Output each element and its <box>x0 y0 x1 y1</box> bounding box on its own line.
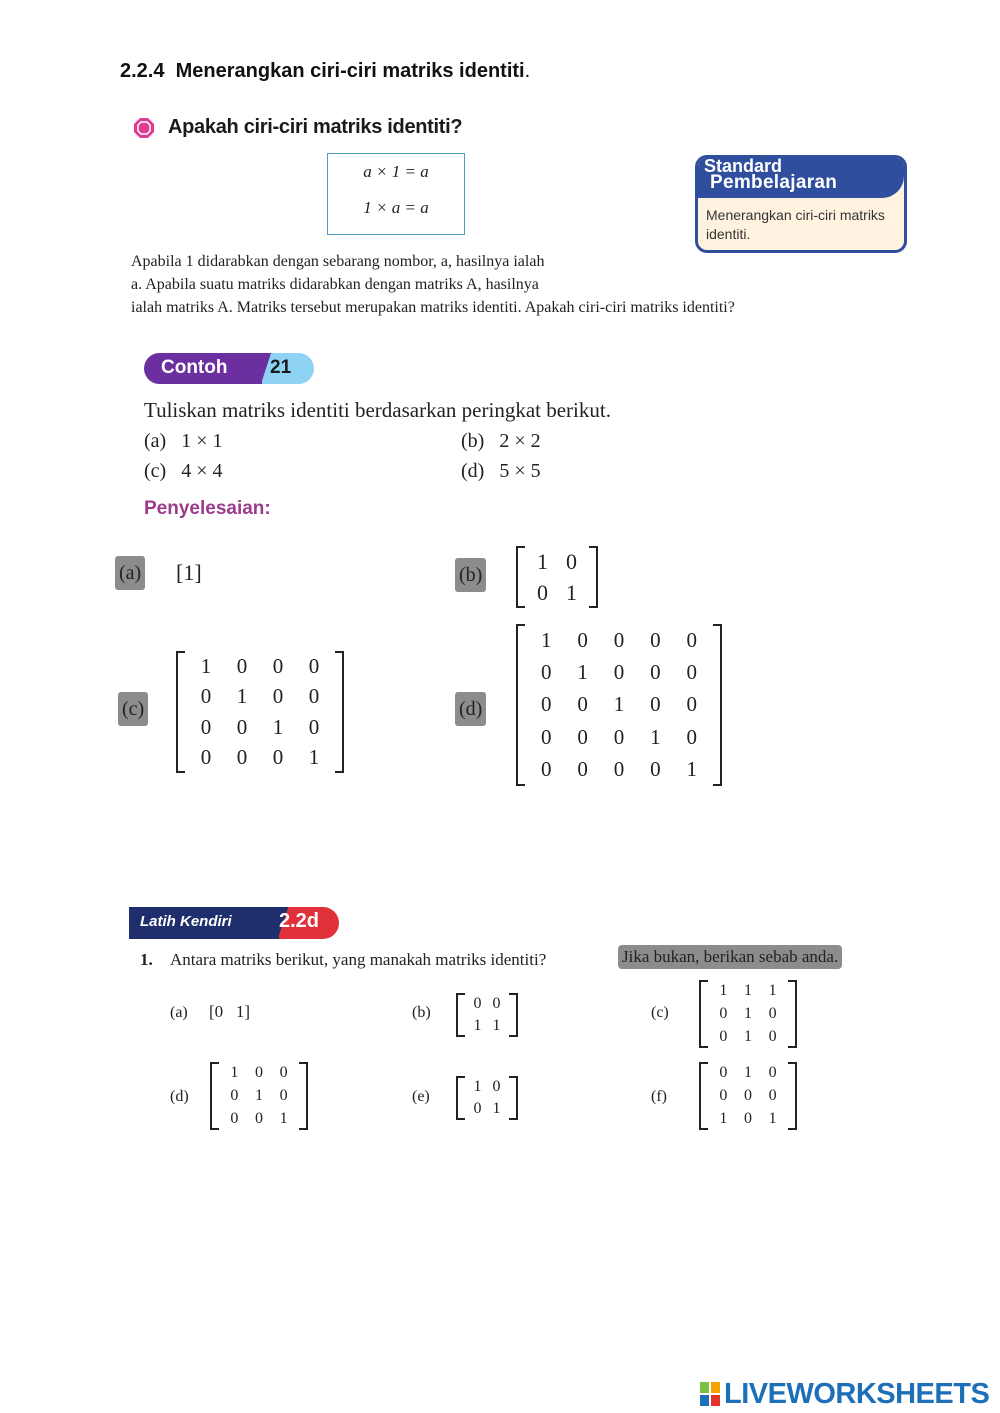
penyelesaian-heading: Penyelesaian: <box>144 498 271 519</box>
solution-d-matrix-cell: 1 <box>686 757 698 782</box>
solution-c-matrix-cell: 0 <box>200 714 212 739</box>
exercise-f-matrix-cell: 1 <box>743 1064 752 1082</box>
exercise-b-label: (b) <box>412 1004 431 1021</box>
solution-d-matrix-cell: 0 <box>540 757 552 782</box>
exercise-f-matrix-cell: 0 <box>768 1086 777 1104</box>
question-1-number: 1. <box>140 950 153 969</box>
paragraph-line-2: a. Apabila suatu matriks didarabkan dengan matriks A, hasilnya <box>131 276 539 293</box>
exercise-f-matrix-cell: 0 <box>719 1086 728 1104</box>
solution-b-matrix-cell: 1 <box>537 548 548 574</box>
exercise-a-value: [0 1] <box>209 1002 251 1021</box>
solution-d-matrix-cell: 0 <box>540 724 552 749</box>
solution-d-matrix-cell: 0 <box>613 660 625 685</box>
solution-c-matrix-cell: 0 <box>308 653 320 678</box>
solution-c-matrix-cell: 0 <box>200 745 212 770</box>
instruction-text: Tuliskan matriks identiti berdasarkan peringkat berikut. <box>144 398 611 422</box>
contoh-label: Contoh <box>161 357 228 378</box>
solution-c-matrix-cell: 1 <box>308 745 320 770</box>
exercise-d-matrix-cell: 0 <box>279 1064 288 1082</box>
question-1-text: Antara matriks berikut, yang manakah matriks identiti? <box>170 950 547 969</box>
standard-pembelajaran-box <box>695 155 907 253</box>
exercise-e-matrix-cell: 1 <box>473 1078 482 1095</box>
solution-c-matrix-cell: 1 <box>236 684 248 709</box>
section-title: Menerangkan ciri-ciri matriks identiti <box>175 60 525 82</box>
paragraph-line-1: Apabila 1 didarabkan dengan sebarang nombor, a, hasilnya ialah <box>131 253 545 270</box>
solution-d-matrix-cell: 0 <box>577 692 588 717</box>
heading-period: . <box>524 60 531 82</box>
paragraph-line-3: ialah matriks A. Matriks tersebut merupakan matriks identiti. Apakah ciri-ciri matriks identiti? <box>131 299 735 316</box>
exercise-b-matrix <box>456 993 518 1037</box>
exercise-c-matrix <box>699 980 797 1048</box>
exercise-f-label: (f) <box>651 1088 667 1105</box>
exercise-d-matrix-cell: 1 <box>254 1086 263 1104</box>
exercise-c-matrix-cell: 1 <box>743 1004 752 1022</box>
exercise-f-matrix-cell: 0 <box>719 1064 728 1082</box>
exercise-c-label: (c) <box>651 1004 669 1021</box>
solution-d-matrix-cell: 0 <box>686 627 698 652</box>
exercise-e-matrix-cell: 0 <box>492 1078 501 1095</box>
solution-c-matrix <box>176 651 344 773</box>
solution-d-matrix-cell: 0 <box>577 757 588 782</box>
exercise-c-matrix-cell: 0 <box>719 1004 728 1022</box>
contoh-badge <box>144 353 314 384</box>
solution-b-matrix-cell: 1 <box>566 579 577 605</box>
exercise-f-matrix-cell: 0 <box>768 1064 777 1082</box>
exercise-f-matrix-cell: 1 <box>768 1109 777 1127</box>
solution-a-value: [1] <box>176 560 202 585</box>
exercise-d-matrix-cell: 0 <box>230 1109 239 1127</box>
exercise-c-matrix-cell: 1 <box>768 982 777 1000</box>
solution-d-matrix <box>516 624 722 786</box>
formula-line-2: 1 × a = a <box>363 198 429 217</box>
liveworksheets-logo-icon <box>700 1382 720 1406</box>
exercise-c-matrix-cell: 0 <box>719 1027 728 1045</box>
exercise-c-matrix-cell: 1 <box>743 1027 752 1045</box>
section-heading <box>120 60 530 83</box>
solution-c-matrix-cell: 0 <box>272 745 284 770</box>
section-number: 2.2.4 <box>120 60 165 82</box>
solution-d-matrix-cell: 0 <box>686 724 698 749</box>
exercise-e-matrix-cell: 0 <box>473 1100 482 1117</box>
exercise-d-matrix-cell: 0 <box>254 1109 263 1127</box>
latih-kendiri-number: 2.2d <box>279 910 320 932</box>
exercise-b-matrix-cell: 0 <box>473 995 482 1012</box>
exercise-c-matrix-cell: 1 <box>743 982 752 1000</box>
item-c-label: (c) <box>144 460 167 482</box>
latih-kendiri-banner <box>129 907 339 939</box>
hexagon-bullet-icon <box>133 117 155 139</box>
solution-d-matrix-cell: 1 <box>577 660 588 685</box>
solution-d-label[interactable]: (d) <box>455 692 486 726</box>
solution-c-matrix-cell: 0 <box>236 714 248 739</box>
exercise-c-matrix-cell: 0 <box>768 1004 777 1022</box>
solution-d-matrix-cell: 1 <box>613 692 625 717</box>
solution-b-matrix-cell: 0 <box>537 579 548 605</box>
latih-kendiri-label: Latih Kendiri <box>140 913 232 930</box>
formula-box <box>327 153 465 235</box>
exercise-e-matrix-cell: 1 <box>492 1100 501 1117</box>
standard-body: Menerangkan ciri-ciri matriks identiti. <box>706 207 885 242</box>
exercise-b-matrix-cell: 1 <box>473 1017 482 1034</box>
solution-d-matrix-cell: 0 <box>577 627 588 652</box>
standard-title-1: Standard <box>704 156 783 176</box>
solution-d-matrix-cell: 0 <box>577 724 588 749</box>
exercise-c-matrix-cell: 0 <box>768 1027 777 1045</box>
exercise-a-label: (a) <box>170 1004 188 1021</box>
solution-d-matrix-cell: 1 <box>650 724 661 749</box>
solution-c-matrix-cell: 0 <box>272 653 284 678</box>
solution-d-matrix-cell: 0 <box>613 627 625 652</box>
exercise-c-matrix-cell: 1 <box>719 982 728 1000</box>
item-d <box>461 460 541 483</box>
solution-c-matrix-cell: 1 <box>200 653 212 678</box>
item-b-order: 2 × 2 <box>499 430 541 452</box>
item-c-order: 4 × 4 <box>181 460 223 482</box>
item-d-order: 5 × 5 <box>499 460 541 482</box>
solution-d-matrix-cell: 0 <box>613 724 625 749</box>
standard-title-2: Pembelajaran <box>710 172 838 193</box>
formula-line-1: a × 1 = a <box>363 162 429 181</box>
exercise-d-matrix <box>210 1062 308 1130</box>
solution-c-matrix-cell: 1 <box>272 714 284 739</box>
exercise-d-matrix-cell: 1 <box>230 1064 239 1082</box>
liveworksheets-logo-text: LIVEWORKSHEETS <box>724 1378 990 1410</box>
exercise-b-matrix-cell: 1 <box>492 1017 501 1034</box>
solution-c-label[interactable]: (c) <box>118 692 148 726</box>
solution-c-matrix-cell: 0 <box>308 684 320 709</box>
solution-d-matrix-cell: 0 <box>650 660 661 685</box>
item-a <box>144 430 222 453</box>
solution-d-matrix-cell: 0 <box>540 660 552 685</box>
item-d-label: (d) <box>461 460 485 482</box>
exercise-d-matrix-cell: 0 <box>230 1086 239 1104</box>
question-1-highlight[interactable]: Jika bukan, berikan sebab anda. <box>618 945 842 969</box>
solution-b-label[interactable]: (b) <box>455 558 486 592</box>
solution-d-matrix-cell: 1 <box>540 627 552 652</box>
item-a-label: (a) <box>144 430 167 452</box>
solution-d-matrix-cell: 0 <box>650 757 661 782</box>
exercise-e-label: (e) <box>412 1088 430 1105</box>
solution-d-matrix-cell: 0 <box>650 692 661 717</box>
standard-header <box>698 158 904 198</box>
solution-c-matrix-cell: 0 <box>200 684 212 709</box>
exercise-d-matrix-cell: 0 <box>279 1086 288 1104</box>
solution-d-matrix-cell: 0 <box>686 692 698 717</box>
solution-a-label[interactable]: (a) <box>115 556 145 590</box>
question-heading: Apakah ciri-ciri matriks identiti? <box>168 116 463 138</box>
exercise-d-matrix-cell: 1 <box>279 1109 288 1127</box>
item-c <box>144 460 222 483</box>
exercise-f-matrix-cell: 0 <box>743 1109 752 1127</box>
solution-d-matrix-cell: 0 <box>686 660 698 685</box>
exercise-d-label: (d) <box>170 1088 189 1105</box>
exercise-b-matrix-cell: 0 <box>492 995 501 1012</box>
solution-d-matrix-cell: 0 <box>613 757 625 782</box>
solution-c-matrix-cell: 0 <box>272 684 284 709</box>
intro-paragraph <box>131 250 911 319</box>
solution-d-matrix-cell: 0 <box>540 692 552 717</box>
item-b-label: (b) <box>461 430 485 452</box>
exercise-d-matrix-cell: 0 <box>254 1064 263 1082</box>
solution-b-matrix <box>516 546 598 608</box>
item-a-order: 1 × 1 <box>181 430 223 452</box>
exercise-f-matrix <box>699 1062 797 1130</box>
solution-b-matrix-cell: 0 <box>566 548 577 574</box>
solution-c-matrix-cell: 0 <box>236 653 248 678</box>
exercise-f-matrix-cell: 0 <box>743 1086 752 1104</box>
item-b <box>461 430 541 453</box>
solution-d-matrix-cell: 0 <box>650 627 661 652</box>
exercise-f-matrix-cell: 1 <box>719 1109 728 1127</box>
exercise-e-matrix <box>456 1076 518 1120</box>
contoh-number: 21 <box>270 357 292 378</box>
solution-c-matrix-cell: 0 <box>236 745 248 770</box>
solution-c-matrix-cell: 0 <box>308 714 320 739</box>
